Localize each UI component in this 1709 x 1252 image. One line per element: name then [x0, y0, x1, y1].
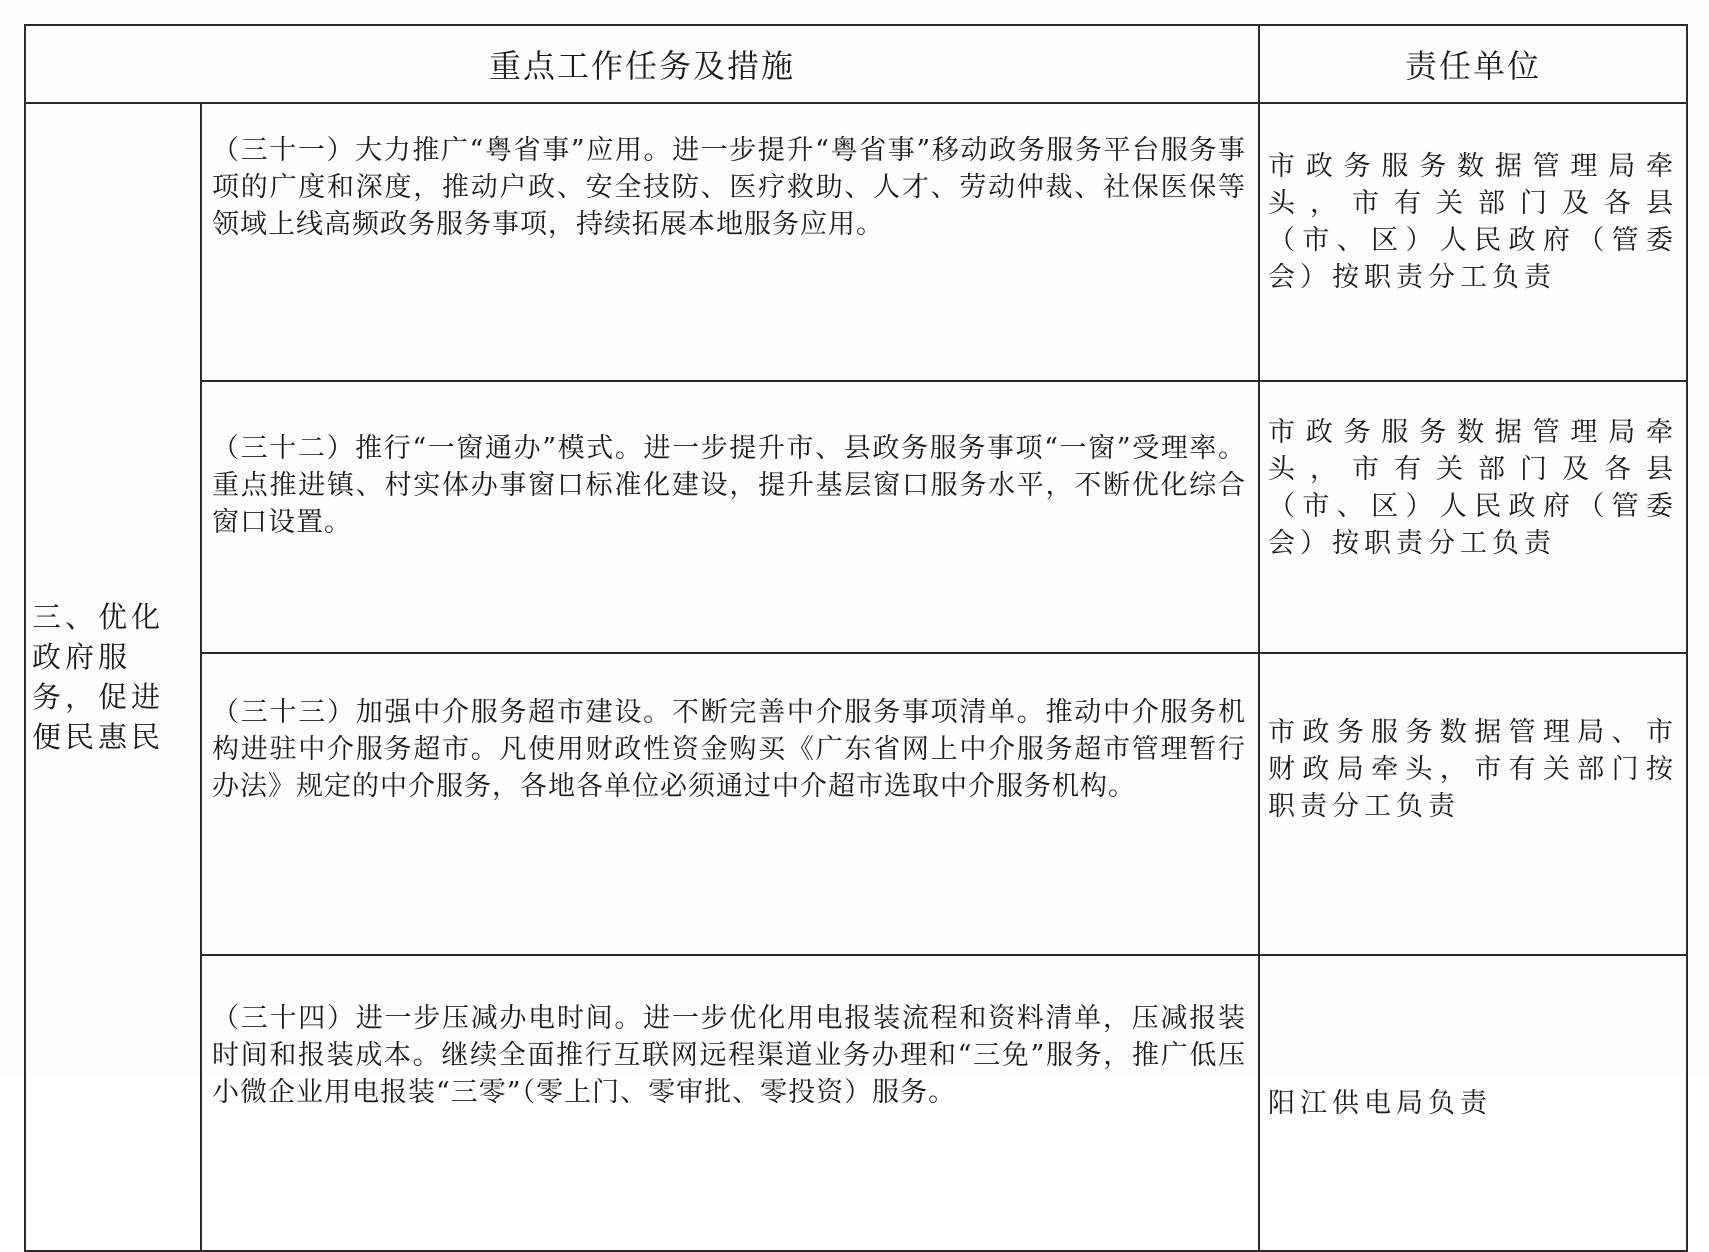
- measure-cell: （三十四）进一步压减办电时间。进一步优化用电报装流程和资料清单，压减报装时间和报装成本。继续全面推行互联网远程渠道业务办理和“三免”服务，推广低压小微企业用电报装“三零”（零上门、零审批、零投资）服务。: [201, 955, 1259, 1251]
- owner-cell: 阳江供电局负责: [1259, 955, 1687, 1251]
- owner-cell: 市政务服务数据管理局牵头，市有关部门及各县（市、区）人民政府（管委会）按职责分工负责: [1259, 381, 1687, 653]
- owner-cell: 市政务服务数据管理局牵头，市有关部门及各县（市、区）人民政府（管委会）按职责分工负责: [1259, 103, 1687, 381]
- measure-cell: （三十一）大力推广“粤省事”应用。进一步提升“粤省事”移动政务服务平台服务事项的广度和深度，推动户政、安全技防、医疗救助、人才、劳动仲裁、社保医保等领域上线高频政务服务事项，持续拓展本地服务应用。: [201, 103, 1259, 381]
- measure-cell: （三十二）推行“一窗通办”模式。进一步提升市、县政务服务事项“一窗”受理率。重点推进镇、村实体办事窗口标准化建设，提升基层窗口服务水平，不断优化综合窗口设置。: [201, 381, 1259, 653]
- header-measures: 重点工作任务及措施: [25, 25, 1259, 103]
- measure-cell: （三十三）加强中介服务超市建设。不断完善中介服务事项清单。推动中介服务机构进驻中介服务超市。凡使用财政性资金购买《广东省网上中介服务超市管理暂行办法》规定的中介服务，各地各单位必须通过中介超市选取中介服务机构。: [201, 653, 1259, 955]
- category-cell: 三、优化政府服务，促进便民惠民: [25, 103, 201, 1251]
- table-header-row: [25, 25, 1687, 103]
- owner-cell: 市政务服务数据管理局、市财政局牵头，市有关部门按职责分工负责: [1259, 653, 1687, 955]
- table-row: [25, 381, 1687, 653]
- table-row: [25, 103, 1687, 381]
- header-owner: 责任单位: [1259, 25, 1687, 103]
- table-row: [25, 955, 1687, 1251]
- task-table: [24, 24, 1688, 1252]
- table-row: [25, 653, 1687, 955]
